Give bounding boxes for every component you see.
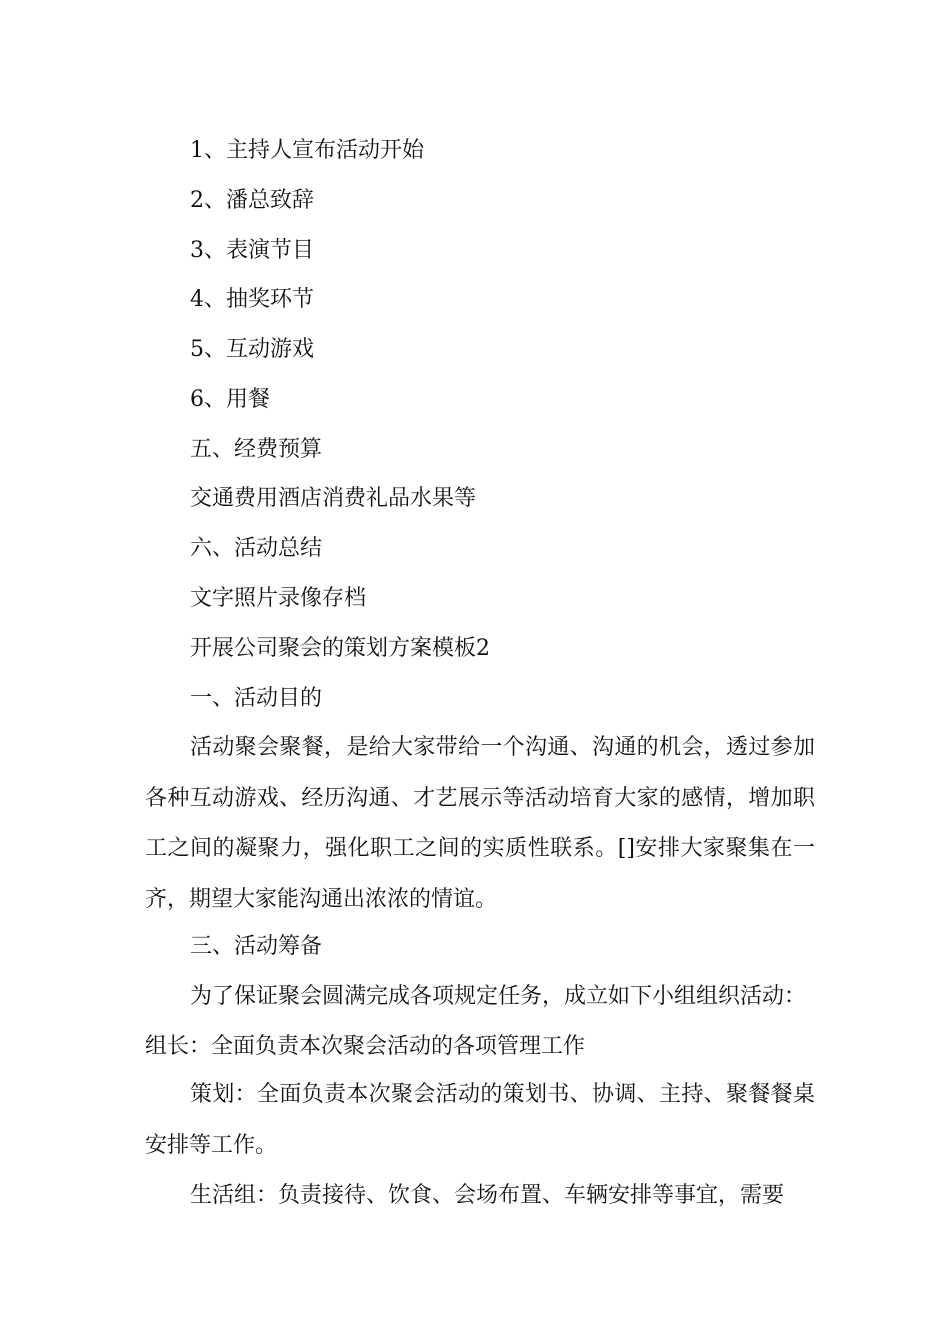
preparation-paragraph-line2: 组长：全面负责本次聚会活动的各项管理工作 [145,1034,586,1059]
purpose-paragraph: 活动聚会聚餐，是给大家带给一个沟通、沟通的机会，透过参加各种互动游戏、经历沟通、才艺展示等活动培育大家的感情，增加职工之间的凝聚力，强化职工之间的实质性联系。[]安排大家聚集在一齐，期望大家能沟通出浓浓的情谊。 [145,735,815,912]
planning-paragraph: 策划：全面负责本次聚会活动的策划书、协调、主持、聚餐餐桌安排等工作。 [145,1082,815,1158]
agenda-item-2: 2、潘总致辞 [190,188,314,213]
agenda-item-5: 5、互动游戏 [190,337,314,362]
template-title: 开展公司聚会的策划方案模板2 [190,636,490,661]
agenda-item-4: 4、抽奖环节 [190,287,314,312]
logistics-paragraph: 生活组：负责接待、饮食、会场布置、车辆安排等事宜，需要 [190,1183,785,1208]
section-heading-budget: 五、经费预算 [190,437,323,462]
preparation-paragraph-line1: 为了保证聚会圆满完成各项规定任务，成立如下小组组织活动： [190,984,807,1009]
agenda-item-1: 1、主持人宣布活动开始 [190,138,424,163]
agenda-item-3: 3、表演节目 [190,238,314,263]
section-heading-preparation: 三、活动筹备 [190,934,323,959]
section-heading-purpose: 一、活动目的 [190,686,323,711]
section-heading-summary: 六、活动总结 [190,536,323,561]
budget-text: 交通费用酒店消费礼品水果等 [190,486,477,511]
agenda-item-6: 6、用餐 [190,387,270,412]
summary-text: 文字照片录像存档 [190,586,367,611]
